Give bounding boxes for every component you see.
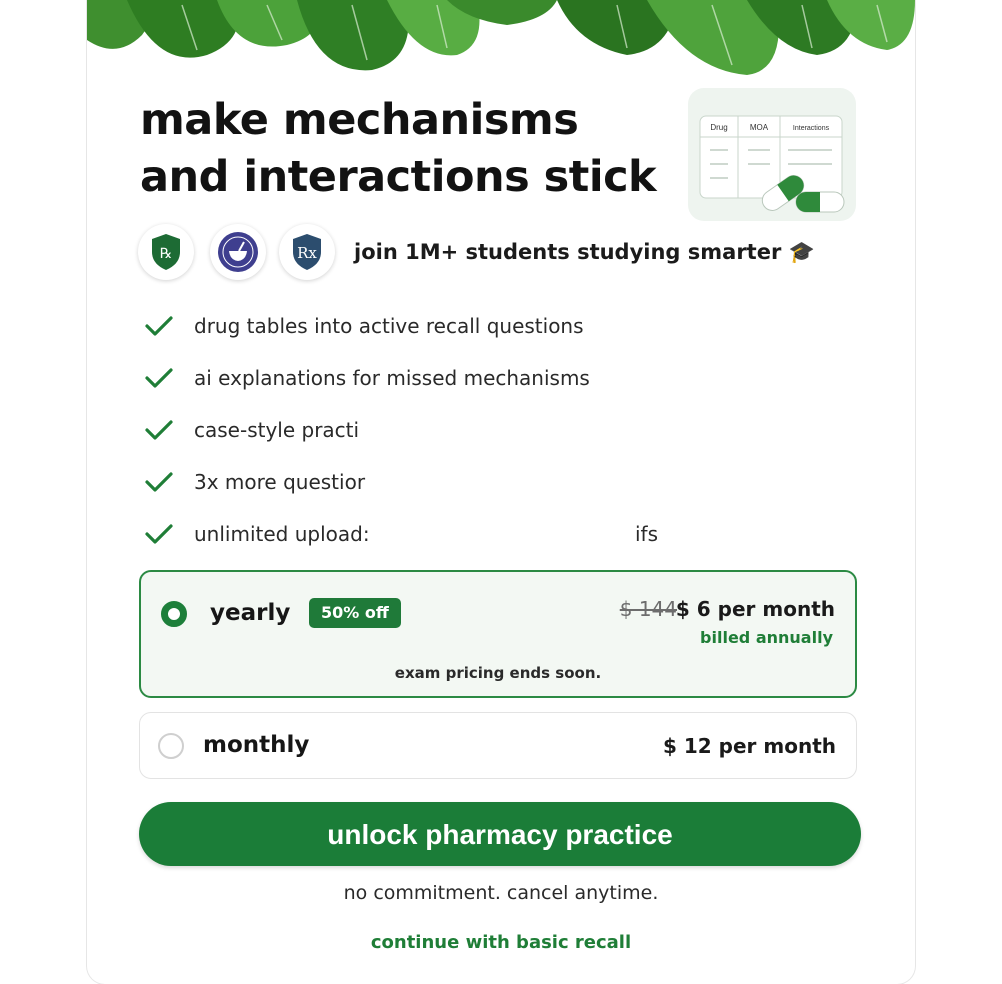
drug-table-illustration	[688, 88, 856, 221]
feature-text: unlimited upload:	[194, 522, 370, 546]
feature-text: ai explanations for missed mechanisms	[194, 366, 590, 390]
continue-basic-link[interactable]: continue with basic recall	[370, 932, 632, 953]
svg-text:Drug: Drug	[710, 123, 728, 132]
plan-price-yearly: $ 6 per month	[675, 597, 835, 621]
checkmark-icon	[144, 522, 174, 546]
svg-text:MOA: MOA	[749, 123, 769, 132]
social-proof-text	[354, 240, 815, 265]
billing-note: billed annually	[700, 628, 833, 647]
rx-shield-badge	[279, 224, 335, 280]
unlock-button[interactable]: unlock pharmacy practice	[139, 802, 861, 866]
plan-name-monthly: monthly	[203, 732, 310, 758]
svg-text:℞: ℞	[159, 246, 173, 262]
plan-price-monthly: $ 12 per month	[663, 734, 836, 758]
social-proof-label: join 1M+ students studying smarter	[354, 240, 782, 264]
checkmark-icon	[144, 418, 174, 442]
headline-line-1: make mechanisms	[140, 95, 579, 145]
plan-option-monthly[interactable]	[139, 712, 857, 779]
feature-text: drug tables into active recall questions	[194, 314, 584, 338]
pill-table-icon	[688, 88, 856, 221]
plan-name-yearly: yearly	[210, 600, 291, 626]
discount-badge: 50% off	[309, 598, 401, 628]
feature-text-tail: ifs	[635, 522, 659, 546]
svg-text:Interactions: Interactions	[792, 125, 830, 132]
caduceus-shield-badge	[138, 224, 194, 280]
radio-selected-icon[interactable]	[161, 601, 187, 627]
plan-option-yearly[interactable]	[139, 570, 857, 698]
paywall-card	[87, 0, 915, 984]
radio-unselected-icon[interactable]	[158, 733, 184, 759]
checkmark-icon	[144, 366, 174, 390]
feature-item	[144, 300, 844, 352]
mortar-pestle-badge	[210, 224, 266, 280]
feature-text: case-style practi	[194, 418, 360, 442]
tropical-leaves-banner	[87, 0, 915, 90]
checkmark-icon	[144, 470, 174, 494]
graduation-cap-icon: 🎓	[788, 240, 815, 264]
cancel-disclaimer: no commitment. cancel anytime.	[343, 882, 659, 904]
headline	[140, 92, 680, 206]
checkmark-icon	[144, 314, 174, 338]
headline-line-2: and interactions stick	[140, 152, 657, 202]
pricing-urgency-note: exam pricing ends soon.	[394, 664, 602, 682]
svg-text:Rx: Rx	[297, 244, 317, 262]
feature-text: 3x more questior	[194, 470, 366, 494]
original-price: $ 144	[619, 597, 677, 621]
redacted-overlay	[373, 392, 627, 587]
